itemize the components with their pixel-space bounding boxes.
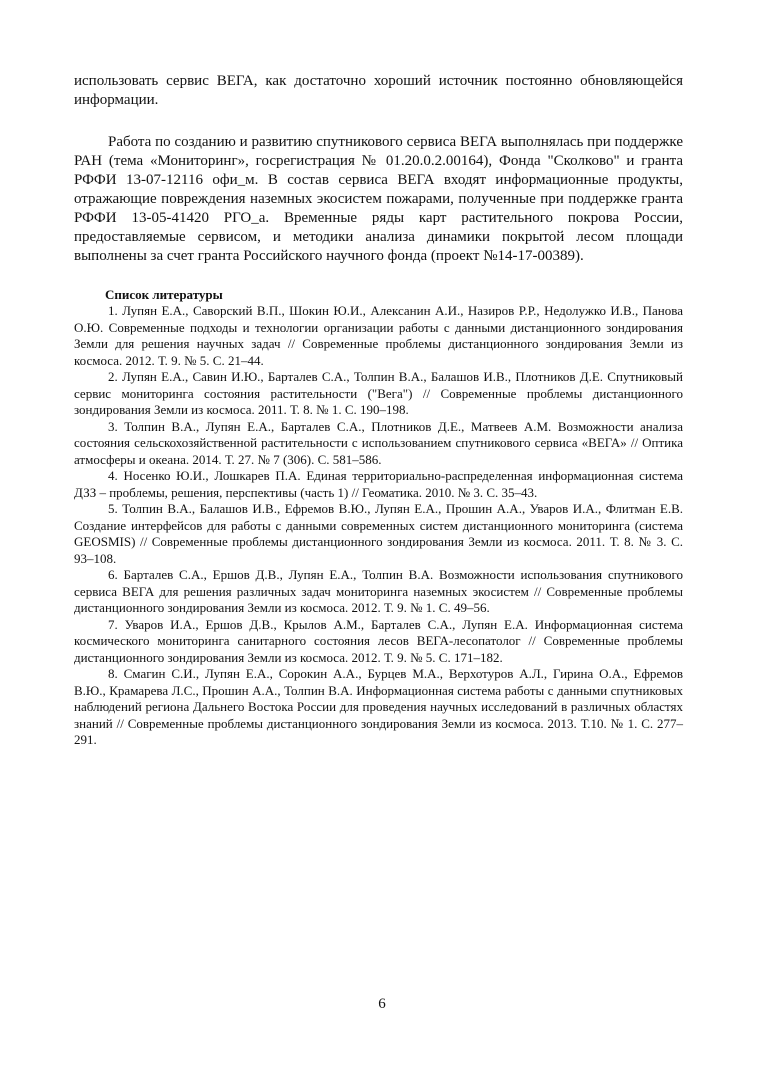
paragraph-continuation: использовать сервис ВЕГА, как достаточно хороший источник постоянно обновляющейся информации. — [74, 73, 683, 108]
reference-item: 2. Лупян Е.А., Савин И.Ю., Барталев С.А., Толпин В.А., Балашов И.В., Плотников Д.Е. Спутниковый сервис мониторинга состояния растительности ("Вега") // Современные проблемы дистанционного зондирования Земли из космоса. 2011. Т. 8. № 1. С. 190–198. — [74, 369, 683, 417]
reference-item: 3. Толпин В.А., Лупян Е.А., Барталев С.А., Плотников Д.Е., Матвеев А.М. Возможности анализа состояния сельскохозяйственной растительности с использованием спутникового сервиса «ВЕГА» // Оптика атмосферы и океана. 2014. Т. 27. № 7 (306). С. 581–586. — [74, 418, 683, 467]
references-heading: Список литературы — [105, 287, 223, 302]
reference-item: 5. Толпин В.А., Балашов И.В., Ефремов В.Ю., Лупян Е.А., Прошин А.А., Уваров И.А., Флитман Е.В. Создание интерфейсов для работы с данными современных систем дистанционного мониторинга (система GEOSMIS) // Современные проблемы дистанционного зондирования Земли из космоса. 2011. Т. 8. № 3. С. 93–108. — [74, 501, 683, 566]
reference-item: 4. Носенко Ю.И., Лошкарев П.А. Единая территориально-распределенная информационная система ДЗЗ – проблемы, решения, перспективы (часть 1) // Геоматика. 2010. № 3. С. 35–43. — [74, 468, 683, 500]
paragraph-acknowledgements: Работа по созданию и развитию спутникового сервиса ВЕГА выполнялась при поддержке РАН (тема «Мониторинг», госрегистрация № 01.20.0.2.00164), Фонда "Сколково" и гранта РФФИ 13-07-12116 офи_м. В состав сервиса ВЕГА входят информационные продукты, отражающие повреждения наземных экосистем пожарами, полученные при поддержке гранта РФФИ 13-05-41420 РГО_а. Временные ряды карт растительного покрова России, предоставляемые сервисом, и методики анализа динамики покрытой лесом площади выполнены за счет гранта Российского научного фонда (проект №14-17-00389). — [74, 134, 683, 264]
reference-item: 6. Барталев С.А., Ершов Д.В., Лупян Е.А., Толпин В.А. Возможности использования спутникового сервиса ВЕГА для решения различных задач мониторинга наземных экосистем // Современные проблемы дистанционного зондирования Земли из космоса. 2012. Т. 9. № 1. С. 49–56. — [74, 567, 683, 615]
reference-item: 7. Уваров И.А., Ершов Д.В., Крылов А.М., Барталев С.А., Лупян Е.А. Информационная система космического мониторинга санитарного состояния лесов ВЕГА-лесопатолог // Современные проблемы дистанционного зондирования Земли из космоса. 2012. Т. 9. № 5. С. 171–182. — [74, 616, 683, 665]
page-content — [74, 72, 683, 749]
reference-item: 1. Лупян Е.А., Саворский В.П., Шокин Ю.И., Алексанин А.И., Назиров Р.Р., Недолужко И.В., Панова О.Ю. Современные подходы и технологии организации работы с данными дистанционного зондирования Земли для решения научных задач // Современные проблемы дистанционного зондирования Земли из космоса. 2012. Т. 9. № 5. С. 21–44. — [74, 303, 683, 368]
page-number: 6 — [378, 996, 386, 1012]
reference-item: 8. Смагин С.И., Лупян Е.А., Сорокин А.А., Бурцев М.А., Верхотуров А.Л., Гирина О.А., Ефремов В.Ю., Крамарева Л.С., Прошин А.А., Толпин В.А. Информационная система работы с данными спутниковых наблюдений региона Дальнего Востока России для проведения научных исследований в различных областях знаний // Современные проблемы дистанционного зондирования Земли из космоса. 2013. Т.10. № 1. С. 277–291. — [74, 666, 683, 747]
references-list — [74, 303, 683, 749]
